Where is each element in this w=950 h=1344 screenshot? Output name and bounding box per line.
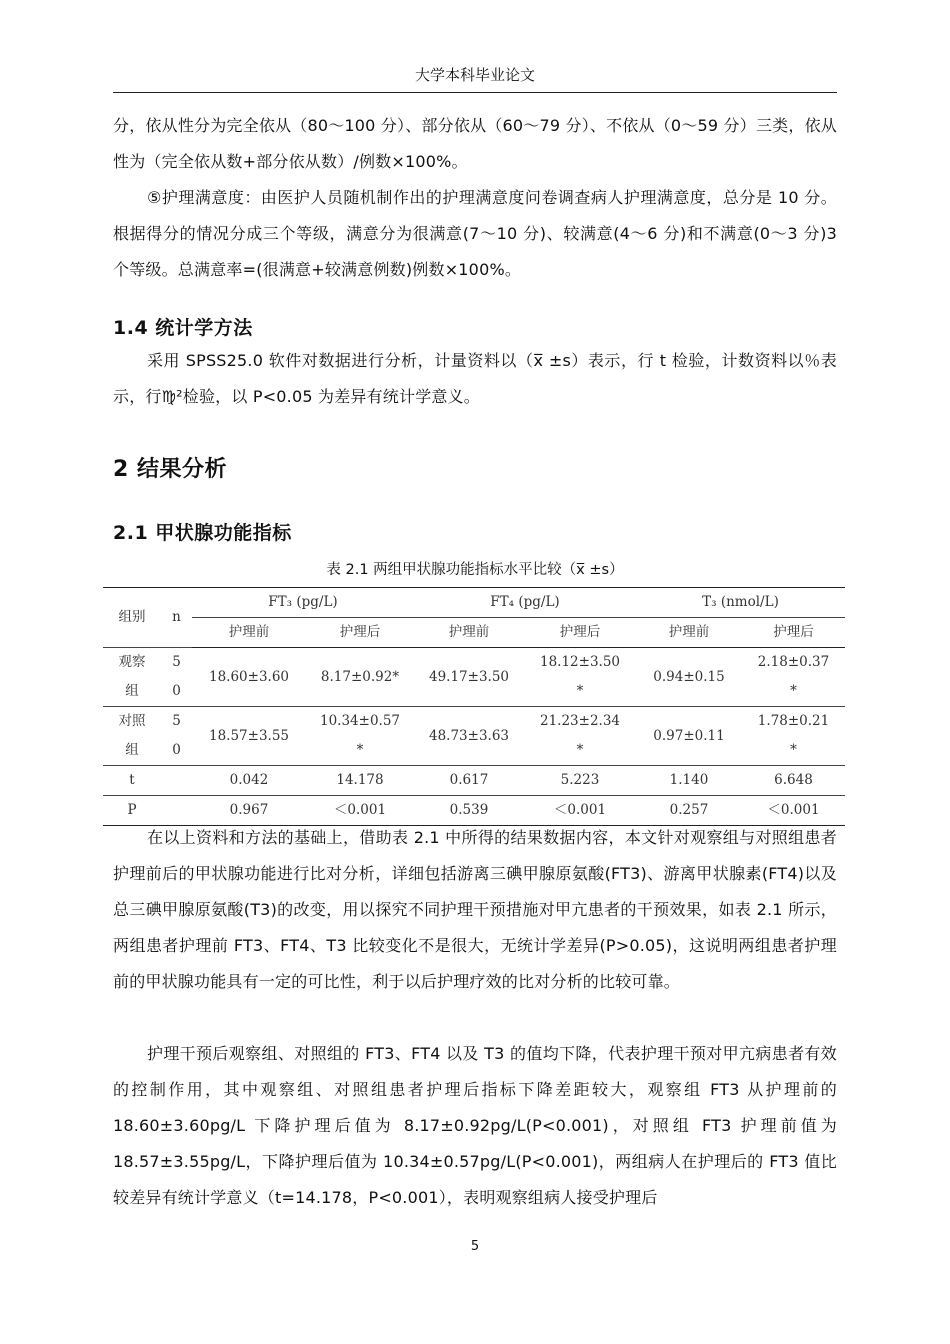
cell-ft4-after-mark: * <box>576 742 584 758</box>
cell-t-value: 1.140 <box>669 772 709 788</box>
cell-p-value: ＜0.001 <box>333 802 387 818</box>
cell-t-value: 0.617 <box>449 772 489 788</box>
header-t3-before: 护理前 <box>668 624 710 640</box>
header-ft4-after: 护理后 <box>559 624 601 640</box>
cell-t3-after: 2.18±0.37 <box>757 654 830 670</box>
cell-ft3-after-mark: * <box>356 742 364 758</box>
cell-p-value: 0.539 <box>449 802 489 818</box>
table-caption: 表 2.1 两组甲状腺功能指标水平比较（x̅ ±s） <box>326 562 624 578</box>
cell-t3-after: 1.78±0.21 <box>757 713 830 729</box>
table-row-t <box>103 766 845 796</box>
cell-ft3-after: 8.17±0.92* <box>320 668 400 685</box>
cell-ft3-after: 10.34±0.57 <box>319 713 401 729</box>
cell-t3-after-mark: * <box>790 683 797 699</box>
paragraph-statistics: 采用 SPSS25.0 软件对数据进行分析，计量资料以（x̅ ±s）表示，行 t 检验，计数资料以％表示，行♍²检验，以 P<0.05 为差异有统计学意义。 <box>113 351 837 406</box>
cell-n: 5 <box>172 654 181 670</box>
cell-ft4-after-mark: * <box>576 683 584 699</box>
table-row-control <box>103 707 845 737</box>
header-ft3: FT₃ (pg/L) <box>192 588 414 618</box>
cell-p-value: ＜0.001 <box>553 802 607 818</box>
cell-p-label: P <box>127 802 137 818</box>
cell-t-value: 5.223 <box>560 772 600 788</box>
header-n: n <box>161 588 192 648</box>
cell-empty <box>161 766 192 796</box>
cell-group: 对照 <box>118 713 146 729</box>
cell-ft4-after: 18.12±3.50 <box>539 654 621 670</box>
cell-p-value: ＜0.001 <box>767 802 820 818</box>
cell-t-label: t <box>129 772 135 788</box>
paragraph-satisfaction: ⑤护理满意度：由医护人员随机制作出的护理满意度问卷调查病人护理满意度，总分是 10 分。根据得分的情况分成三个等级，满意分为很满意(7～10 分)、较满意(4～6 分)和不满意(0～3 分)3 个等级。总满意率=(很满意+较满意例数)例数×100%。 <box>113 188 837 279</box>
table-row-observation <box>103 648 845 678</box>
cell-t-value: 6.648 <box>774 772 813 788</box>
cell-group-cont: 组 <box>125 742 139 758</box>
paragraph-analysis: 在以上资料和方法的基础上，借助表 2.1 中所得的结果数据内容，本文针对观察组与对照组患者护理前后的甲状腺功能进行比对分析，详细包括游离三碘甲腺原氨酸(FT3)、游离甲状腺素(FT4)以及总三碘甲腺原氨酸(T3)的改变，用以探究不同护理干预措施对甲亢患者的干预效果，如表 2.1 所示，两组患者护理前 FT3、FT4、T3 比较变化不是很大，无统计学差异(P>0.05)，这说明两组患者护理前的甲状腺功能具有一定的可比性，利于以后护理疗效的比对分析的比较可靠。 <box>113 828 837 991</box>
cell-n-cont: 0 <box>172 742 181 758</box>
cell-p-value: 0.257 <box>669 802 709 818</box>
paragraph-compliance: 分，依从性分为完全依从（80～100 分）、部分依从（60～79 分）、不依从（0～59 分）三类，依从性为（完全依从数+部分依从数）/例数×100%。 <box>113 116 837 171</box>
cell-ft4-after: 21.23±2.34 <box>539 713 621 729</box>
header-group: 组别 <box>103 588 161 648</box>
cell-t3-after-mark: * <box>790 742 797 758</box>
cell-n-cont: 0 <box>172 683 181 699</box>
heading-statistics: 1.4 统计学方法 <box>113 317 253 339</box>
header-ft3-before: 护理前 <box>228 624 270 640</box>
paragraph-post-nursing: 护理干预后观察组、对照组的 FT3、FT4 以及 T3 的值均下降，代表护理干预对甲亢病患者有效的控制作用，其中观察组、对照组患者护理后指标下降差距较大，观察组 FT3 从护理前的 18.60±3.60pg/L 下降护理后值为 8.17±0.92pg/L(P<0.001)，对照组 FT3 护理前值为 18.57±3.55pg/L，下降护理后值为 10.34±0.57pg/L(P<0.001)，两组病人在护理后的 FT3 值比较差异有统计学意义（t=14.178，P<0.001），表明观察组病人接受护理后 <box>113 1044 837 1207</box>
cell-group-cont: 组 <box>125 683 139 699</box>
cell-ft4-before: 49.17±3.50 <box>428 668 510 685</box>
cell-group: 观察 <box>118 654 146 670</box>
heading-results: 2 结果分析 <box>113 457 227 482</box>
cell-ft3-before: 18.57±3.55 <box>208 727 290 744</box>
cell-t-value: 14.178 <box>336 772 384 788</box>
cell-t3-before: 0.97±0.11 <box>653 727 725 744</box>
cell-n: 5 <box>172 713 181 729</box>
header-ft4: FT₄ (pg/L) <box>414 588 636 618</box>
cell-ft4-before: 48.73±3.63 <box>428 727 510 744</box>
cell-p-value: 0.967 <box>229 802 269 818</box>
cell-ft3-before: 18.60±3.60 <box>208 668 290 685</box>
cell-t-value: 0.042 <box>229 772 269 788</box>
header-t3-after: 护理后 <box>773 624 814 640</box>
page-header-title: 大学本科毕业论文 <box>113 64 837 93</box>
heading-thyroid: 2.1 甲状腺功能指标 <box>113 522 292 544</box>
thyroid-table <box>103 587 845 826</box>
cell-t3-before: 0.94±0.15 <box>653 668 725 685</box>
header-ft3-after: 护理后 <box>339 624 381 640</box>
page-number: 5 <box>470 1239 480 1254</box>
header-t3: T₃ (nmol/L) <box>636 588 845 618</box>
header-ft4-before: 护理前 <box>448 624 490 640</box>
